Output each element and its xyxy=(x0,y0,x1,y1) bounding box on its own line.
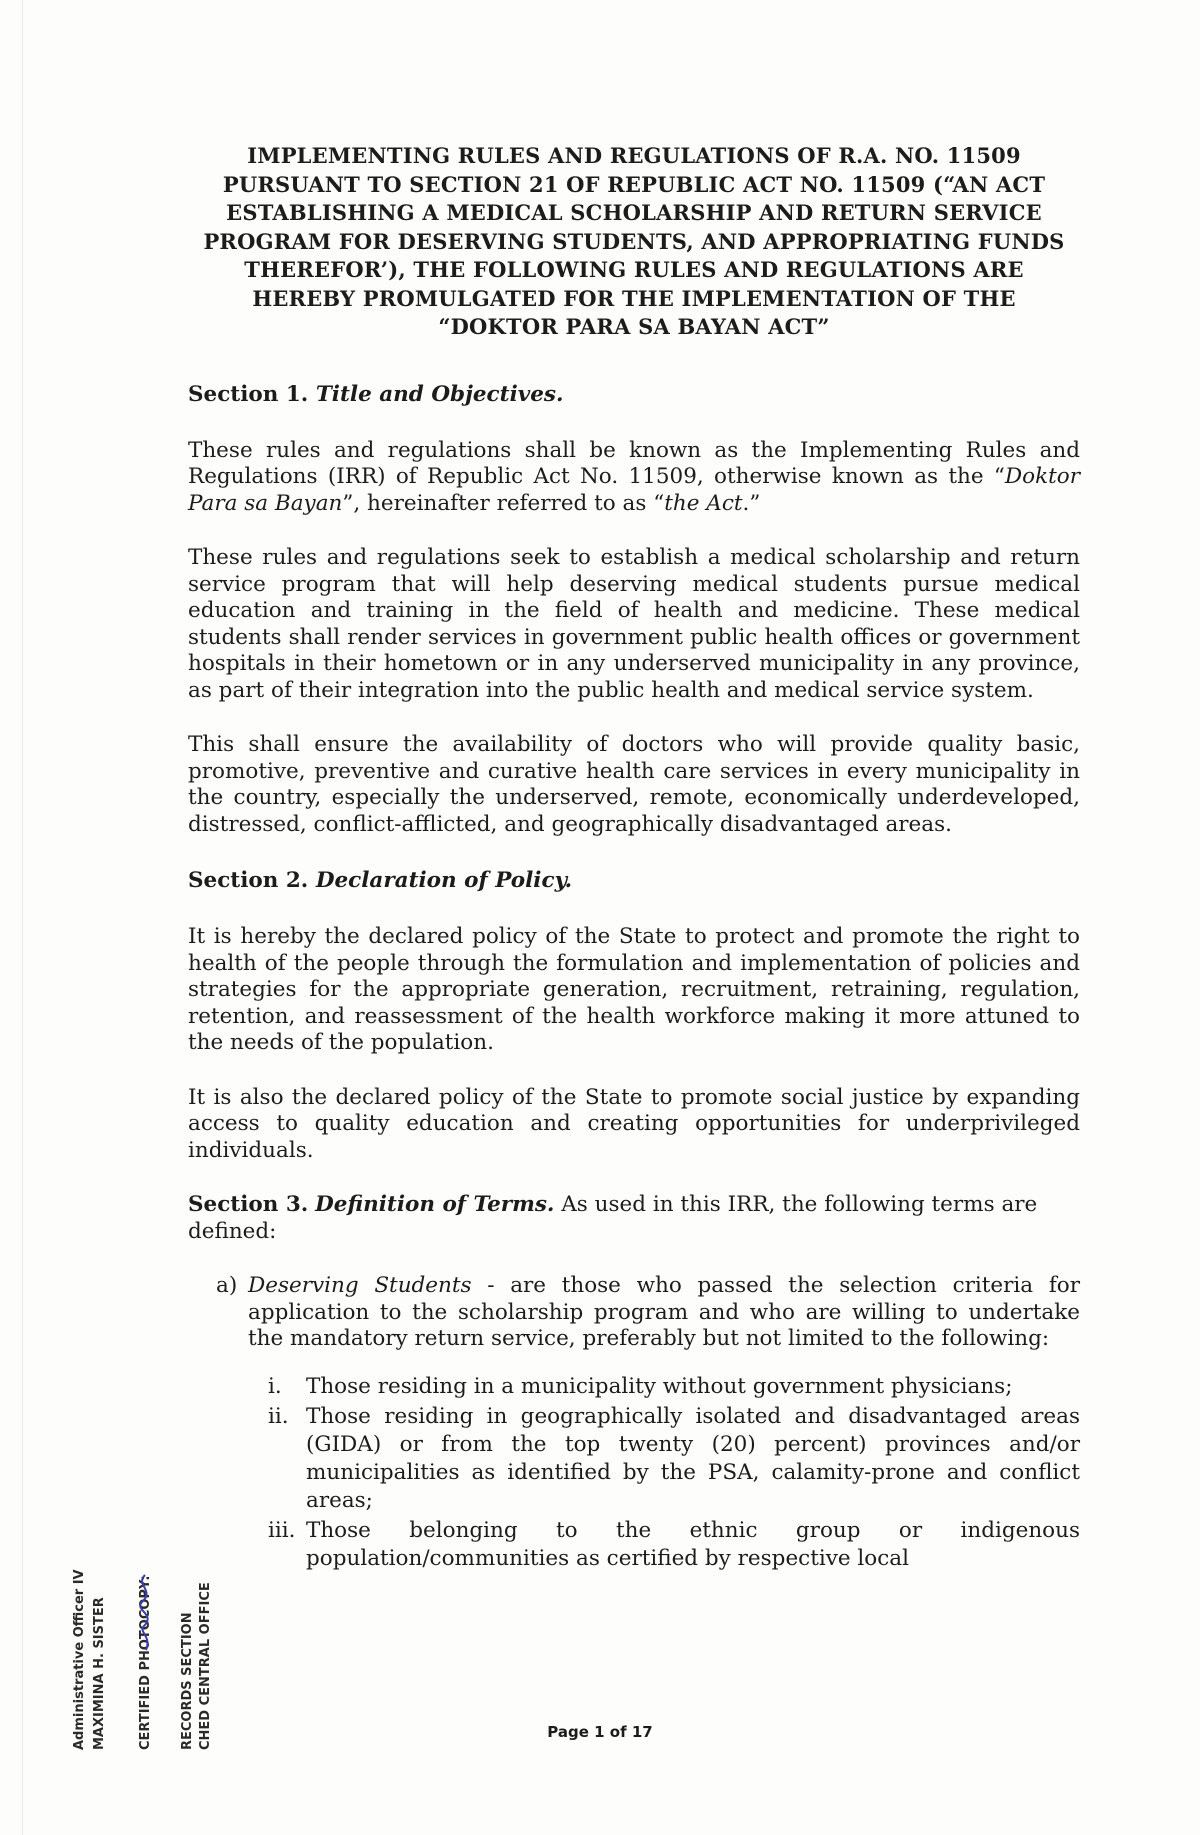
section-title: Definition of Terms. xyxy=(315,1192,555,1217)
stamp-line: CERTIFIED PHOTOCOPY: xyxy=(138,1575,153,1750)
stamp-line: CHED CENTRAL OFFICE xyxy=(198,1582,213,1750)
list-item-text: Those residing in a municipality without government physicians; xyxy=(306,1373,1013,1399)
section-3-heading xyxy=(188,1192,1080,1245)
stamp-line: RECORDS SECTION xyxy=(180,1612,195,1750)
document-body xyxy=(188,142,1080,1575)
title-line: PURSUANT TO SECTION 21 OF REPUBLIC ACT NO. 11509 (“AN ACT xyxy=(222,171,1046,197)
section-1-paragraph-1 xyxy=(188,438,1080,518)
defined-term: Deserving Students xyxy=(248,1273,472,1298)
section-1-paragraph-2: These rules and regulations seek to establish a medical scholarship and return service program that will help deserving medical students pursue medical education and training in the field of health and medicine. These medical students shall render services in government public health offices or government hospitals in their hometown or in any underserved municipality in any province, as part of their integration into the public health and medical service system. xyxy=(188,545,1080,703)
document-title xyxy=(188,142,1080,342)
page-number: Page 1 of 17 xyxy=(547,1723,653,1741)
section-1-paragraph-3: This shall ensure the availability of doctors who will provide quality basic, promotive, preventive and curative health care services in every municipality in the country, especially the underserved, remote, economically underdeveloped, distressed, conflict-afflicted, and geographically disadvantaged areas. xyxy=(188,732,1080,837)
list-item xyxy=(268,1403,1080,1515)
page-edge xyxy=(22,0,23,1835)
definition-item-a xyxy=(216,1273,1081,1353)
text-run: .” xyxy=(742,490,761,516)
section-2-paragraph-1: It is hereby the declared policy of the State to protect and promote the right to health of the people through the formulation and implementation of policies and strategies for the appropriate generation, recruitment, retraining, regulation, retention, and reassessment of the health workforce making it more attuned to the needs of the population. xyxy=(188,924,1080,1055)
sub-list xyxy=(268,1373,1080,1573)
title-line: IMPLEMENTING RULES AND REGULATIONS OF R.A. NO. 11509 xyxy=(247,143,1021,168)
list-item-text: Those belonging to the ethnic group or indigenous population/communities as certified by respective local xyxy=(306,1517,1080,1571)
title-line: “DOKTOR PARA SA BAYAN ACT” xyxy=(438,314,830,339)
list-marker: iii. xyxy=(268,1517,296,1543)
italic-run: the Act xyxy=(664,490,743,516)
section-title: Title and Objectives. xyxy=(315,381,564,407)
text-run: ”, hereinafter referred to as “ xyxy=(342,490,665,516)
list-item xyxy=(268,1373,1080,1401)
list-marker: i. xyxy=(268,1373,282,1399)
signature-icon xyxy=(130,1570,160,1664)
title-line: PROGRAM FOR DESERVING STUDENTS, AND APPROPRIATING FUNDS xyxy=(203,228,1065,254)
text-run: These rules and regulations shall be known as the Implementing Rules and Regulations (IRR) of Republic Act No. 11509, otherwise known as the “ xyxy=(188,437,1080,489)
stamp-line: Administrative Officer IV xyxy=(72,1569,87,1750)
list-item-text: Those residing in geographically isolated and disadvantaged areas (GIDA) or from the top twenty (20) percent) provinces and/or municipalities as identified by the PSA, calamity-prone and conflict areas; xyxy=(306,1403,1080,1513)
section-title: Declaration of Policy. xyxy=(315,868,573,893)
stamp-line: MAXIMINA H. SISTER xyxy=(92,1597,107,1750)
certified-photocopy-stamp xyxy=(50,1530,218,1750)
definition-text: - are those who passed the selection criteria for application to the scholarship program and who are willing to undertake the mandatory return service, preferably but not limited to the following: xyxy=(248,1273,1081,1351)
section-2-paragraph-2: It is also the declared policy of the State to promote social justice by expanding access to quality education and creating opportunities for underprivileged individuals. xyxy=(188,1084,1080,1163)
title-line: ESTABLISHING A MEDICAL SCHOLARSHIP AND RETURN SERVICE xyxy=(226,200,1042,225)
list-marker: ii. xyxy=(268,1403,289,1429)
title-line: HEREBY PROMULGATED FOR THE IMPLEMENTATION OF THE xyxy=(252,285,1016,311)
section-1-heading xyxy=(188,380,1080,410)
title-line: THEREFOR’), THE FOLLOWING RULES AND REGULATIONS ARE xyxy=(244,257,1024,282)
section-intro: As used in this IRR, the following terms are defined: xyxy=(188,1192,1038,1244)
list-marker: a) xyxy=(216,1273,238,1298)
section-number: Section 3. xyxy=(188,1192,309,1217)
section-number: Section 2. xyxy=(188,868,309,893)
italic-run: Doktor Para sa Bayan xyxy=(188,464,1080,516)
section-number: Section 1. xyxy=(188,381,309,407)
list-item xyxy=(268,1517,1080,1573)
section-2-heading xyxy=(188,866,1080,896)
